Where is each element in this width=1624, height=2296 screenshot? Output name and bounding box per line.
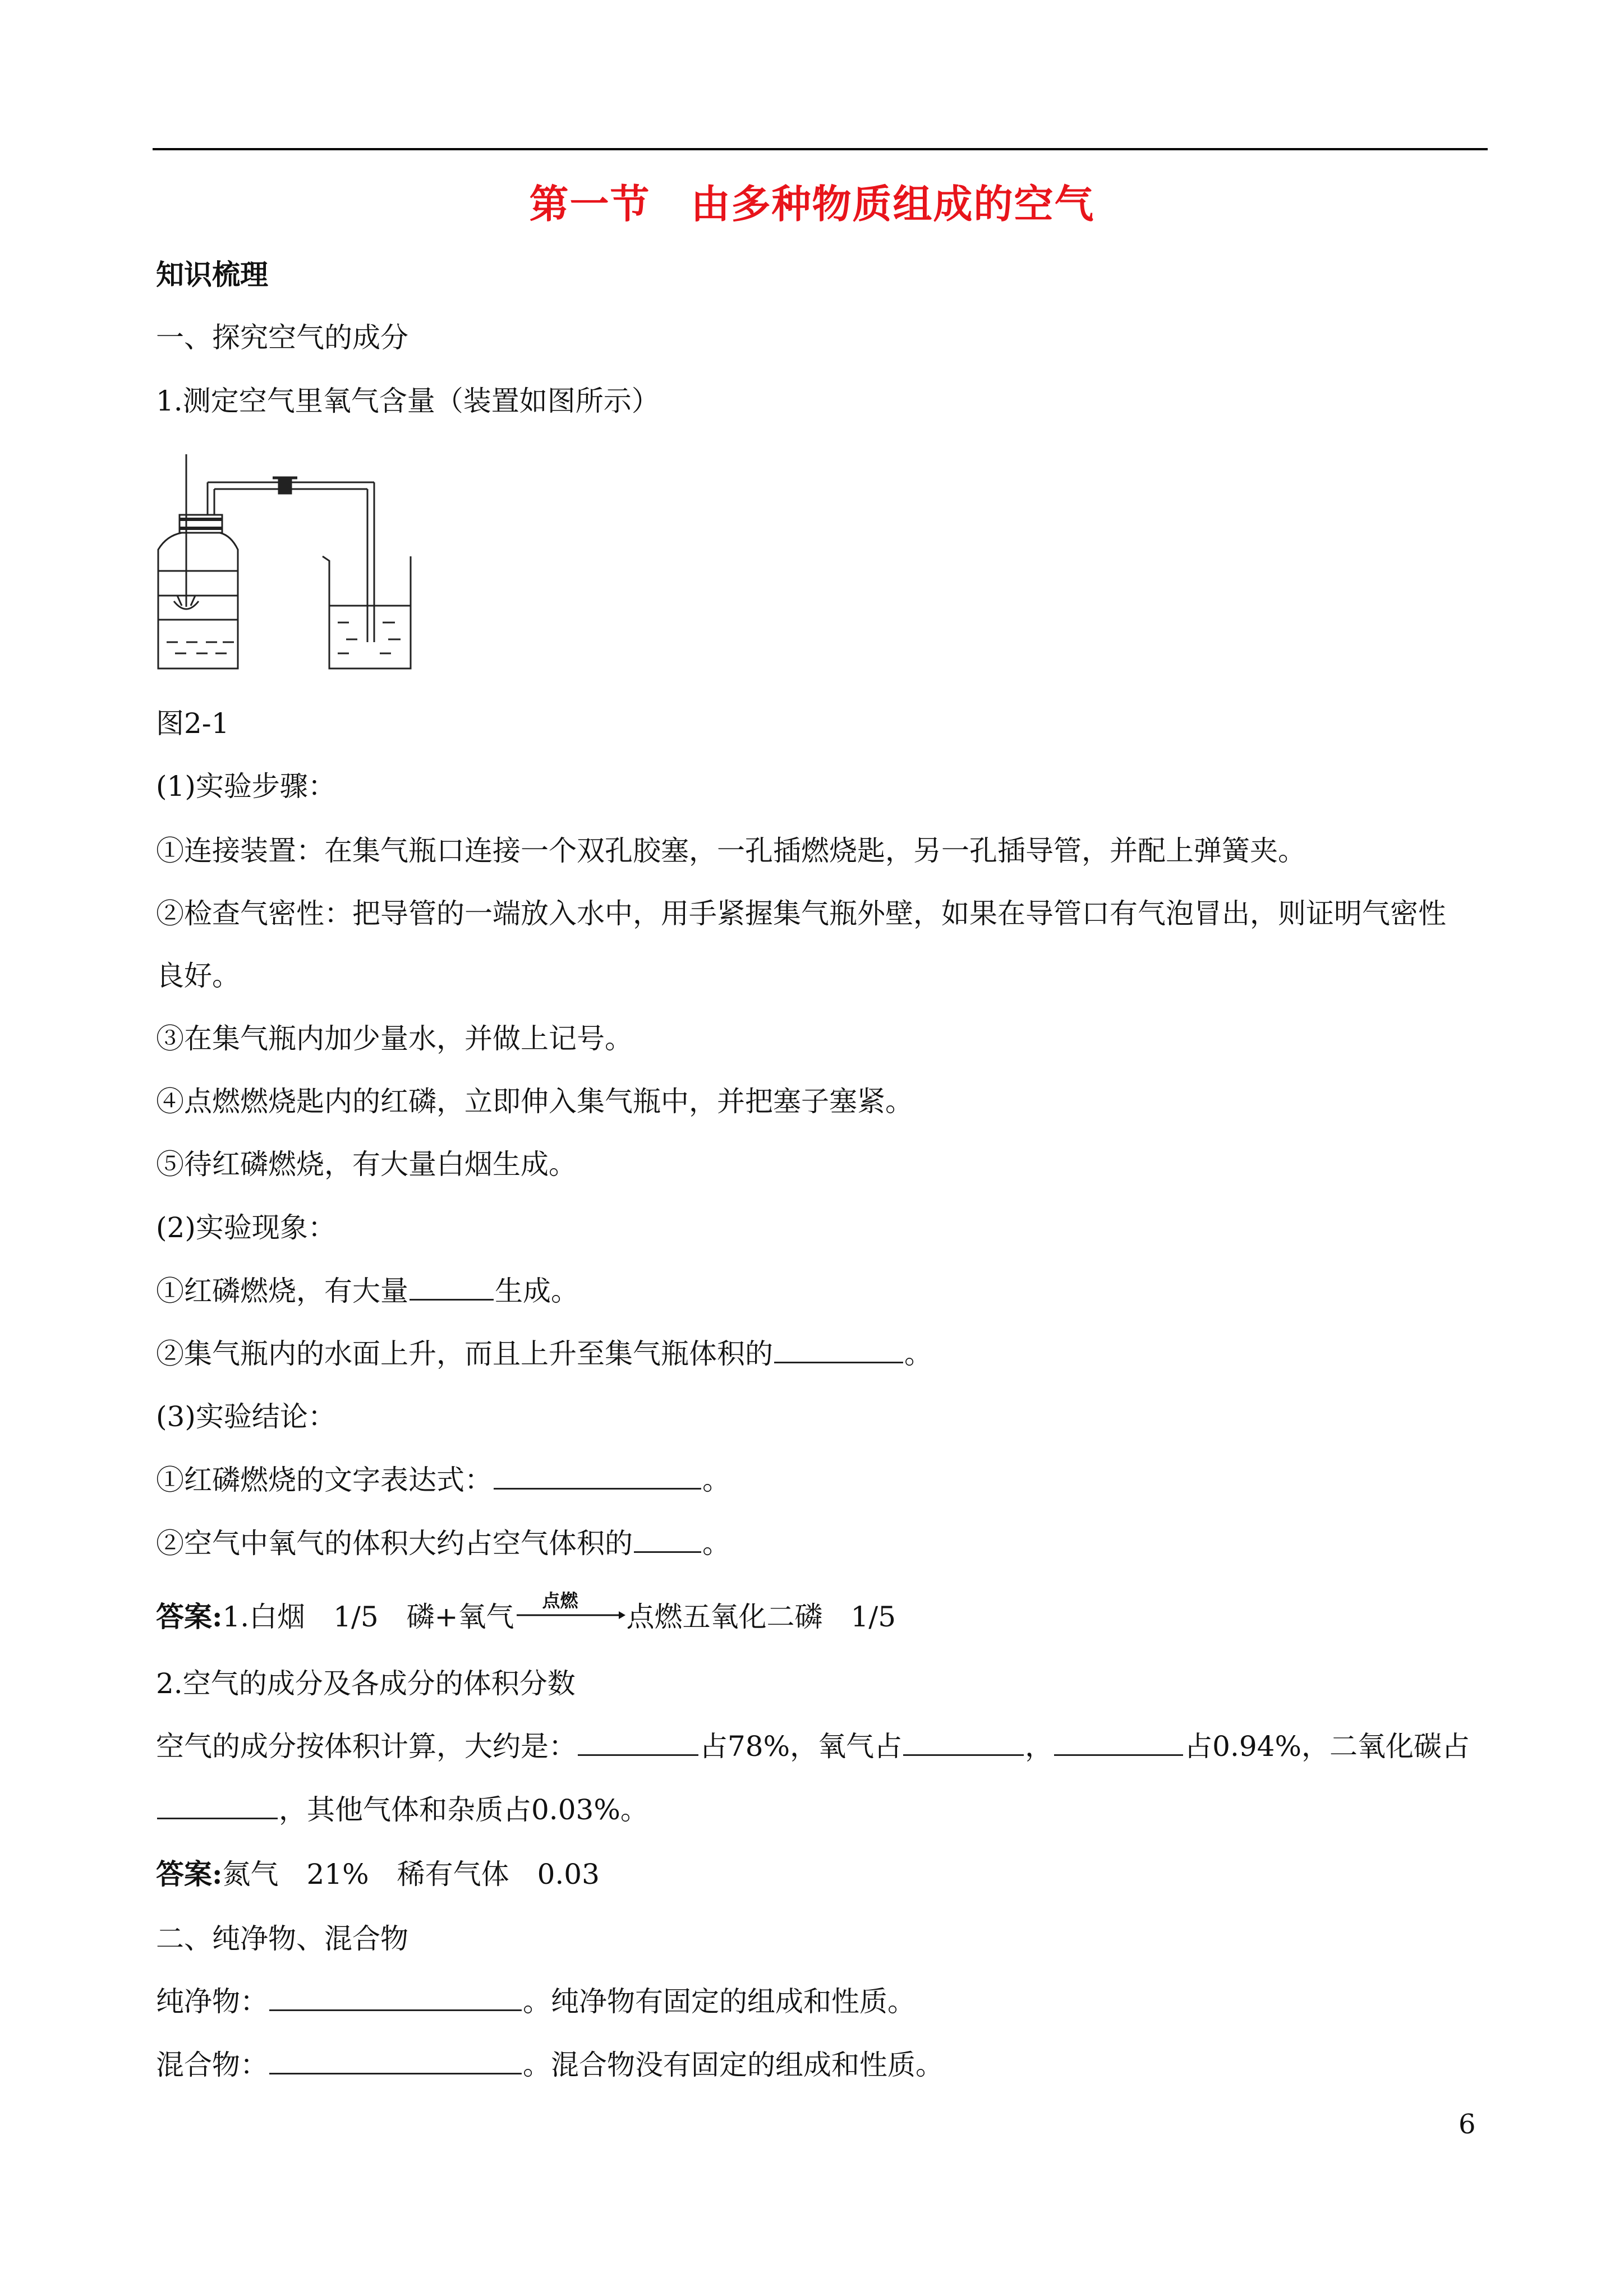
composition-text-c: ， bbox=[1025, 1730, 1053, 1763]
pure-substance-line bbox=[156, 1984, 915, 2020]
answer-2 bbox=[156, 1856, 600, 1892]
conclusion-1 bbox=[156, 1462, 730, 1498]
composition-text-e: ，其他气体和杂质占0.03%。 bbox=[279, 1794, 648, 1826]
phenomenon-1-text-b: 生成。 bbox=[495, 1275, 579, 1307]
blank-oxygen-fraction bbox=[634, 1527, 701, 1553]
blank-pure-definition bbox=[269, 1985, 522, 2011]
subsection-1-heading: 1.测定空气里氧气含量（装置如图所示） bbox=[156, 385, 660, 417]
reaction-condition: 点燃 bbox=[542, 1590, 578, 1611]
mix-text-a: 混合物： bbox=[156, 2049, 268, 2081]
header-rule bbox=[153, 148, 1488, 150]
composition-text-a: 空气的成分按体积计算，大约是： bbox=[156, 1730, 577, 1763]
phenomena-heading: (2)实验现象： bbox=[156, 1211, 336, 1244]
answer-1-text-a: 1.白烟 1/5 磷+氧气 bbox=[222, 1601, 514, 1633]
apparatus-figure bbox=[153, 449, 422, 679]
blank-smoke bbox=[410, 1274, 494, 1301]
pure-text-b: 。纯净物有固定的组成和性质。 bbox=[523, 1985, 915, 2018]
part2-heading: 二、纯净物、混合物 bbox=[156, 1922, 408, 1955]
phenomenon-2 bbox=[156, 1336, 932, 1372]
conclusion-2 bbox=[156, 1525, 730, 1561]
blank-word-equation bbox=[494, 1463, 701, 1490]
step-2-continued: 良好。 bbox=[156, 960, 240, 992]
answer-1 bbox=[156, 1590, 896, 1635]
composition-line-1 bbox=[156, 1728, 1470, 1764]
conclusion-2-text-b: 。 bbox=[702, 1527, 730, 1560]
blank-nitrogen bbox=[578, 1730, 698, 1756]
composition-line-2 bbox=[156, 1792, 648, 1828]
subsection-2-heading: 2.空气的成分及各成分的体积分数 bbox=[156, 1667, 576, 1700]
blank-co2 bbox=[157, 1793, 278, 1819]
section-heading: 知识梳理 bbox=[156, 258, 268, 291]
arrow-icon bbox=[514, 1598, 627, 1626]
step-2: ②检查气密性：把导管的一端放入水中，用手紧握集气瓶外壁，如果在导管口有气泡冒出，则证明气密性 bbox=[156, 897, 1446, 930]
phenomenon-2-text-b: 。 bbox=[904, 1338, 932, 1370]
blank-volume-fraction bbox=[774, 1337, 903, 1363]
conclusion-1-text-b: 。 bbox=[702, 1464, 730, 1496]
phenomenon-1-text-a: ①红磷燃烧，有大量 bbox=[156, 1275, 408, 1307]
part1-heading: 一、探究空气的成分 bbox=[156, 321, 408, 354]
phenomenon-1 bbox=[156, 1273, 579, 1309]
composition-text-d: 占0.94%，二氧化碳占 bbox=[1184, 1730, 1470, 1763]
phenomenon-2-text-a: ②集气瓶内的水面上升，而且上升至集气瓶体积的 bbox=[156, 1338, 773, 1370]
steps-heading: (1)实验步骤： bbox=[156, 770, 336, 803]
page-title: 第一节 由多种物质组成的空气 bbox=[529, 181, 1095, 227]
step-3: ③在集气瓶内加少量水，并做上记号。 bbox=[156, 1022, 633, 1055]
step-1: ①连接装置：在集气瓶口连接一个双孔胶塞，一孔插燃烧匙，另一孔插导管，并配上弹簧夹。 bbox=[156, 835, 1306, 867]
step-5: ⑤待红磷燃烧，有大量白烟生成。 bbox=[156, 1148, 577, 1181]
answer-label: 答案: bbox=[156, 1600, 223, 1633]
mixture-line bbox=[156, 2047, 944, 2083]
blank-noble-gas bbox=[1054, 1730, 1183, 1756]
conclusion-1-text-a: ①红磷燃烧的文字表达式： bbox=[156, 1464, 493, 1496]
blank-oxygen-percent bbox=[903, 1730, 1024, 1756]
page-number: 6 bbox=[1459, 2109, 1476, 2140]
pure-text-a: 纯净物： bbox=[156, 1985, 268, 2018]
answer-2-text: 氮气 21% 稀有气体 0.03 bbox=[222, 1858, 600, 1891]
step-4: ④点燃燃烧匙内的红磷，立即伸入集气瓶中，并把塞子塞紧。 bbox=[156, 1085, 913, 1118]
mix-text-b: 。混合物没有固定的组成和性质。 bbox=[523, 2049, 944, 2081]
answer-2-label: 答案: bbox=[156, 1857, 223, 1891]
conclusion-heading: (3)实验结论： bbox=[156, 1400, 336, 1433]
reaction-arrow bbox=[514, 1590, 627, 1626]
answer-1-text-b: 点燃五氧化二磷 1/5 bbox=[626, 1601, 896, 1633]
figure-caption: 图2-1 bbox=[156, 707, 229, 740]
conclusion-2-text-a: ②空气中氧气的体积大约占空气体积的 bbox=[156, 1527, 633, 1560]
composition-text-b: 占78%，氧气占 bbox=[700, 1730, 903, 1763]
blank-mixture-definition bbox=[269, 2048, 522, 2074]
